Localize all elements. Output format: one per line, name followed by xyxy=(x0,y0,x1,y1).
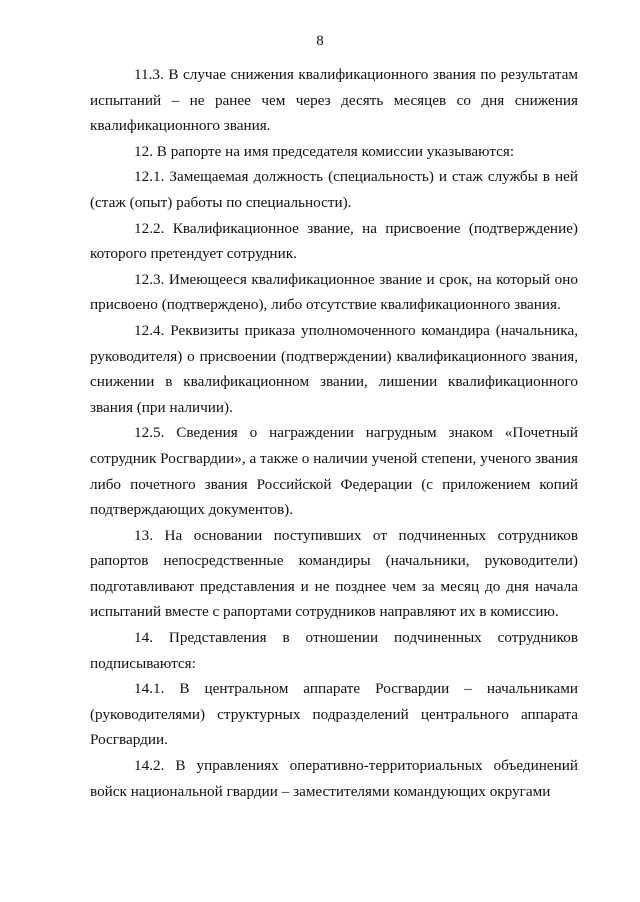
paragraph-14: 14. Представления в отношении подчиненных сотрудников подписываются: xyxy=(90,629,578,672)
paragraph-14-2: 14.2. В управлениях оперативно-территориальных объединений войск национальной гвардии – заместителями командующих округами xyxy=(90,757,578,800)
paragraph-12-5: 12.5. Сведения о награждении нагрудным знаком «Почетный сотрудник Росгвардии», а также о наличии ученой степени, ученого звания либо почетного звания Российской Федерации (с приложением копий подтверждающих документов). xyxy=(90,424,578,519)
paragraph-12-2: 12.2. Квалификационное звание, на присвоение (подтверждение) которого претендует сотрудник. xyxy=(90,219,578,263)
paragraph-11-3: 11.3. В случае снижения квалификационного звания по результатам испытаний – не ранее чем через десять месяцев со дня снижения квалификационного звания. xyxy=(90,66,578,135)
paragraph-14-1: 14.1. В центральном аппарате Росгвардии – начальниками (руководителями) структурных подразделений центрального аппарата Росгвардии. xyxy=(90,680,578,749)
paragraph-12-4: 12.4. Реквизиты приказа уполномоченного командира (начальника, руководителя) о присвоении (подтверждении) квалификационного звания, снижении в квалификационном звании, лишении квалификационного звания (при наличии). xyxy=(90,321,578,416)
paragraph-12-3: 12.3. Имеющееся квалификационное звание и срок, на который оно присвоено (подтверждено), либо отсутствие квалификационного звания. xyxy=(90,270,578,314)
paragraph-12: 12. В рапорте на имя председателя комиссии указываются: xyxy=(134,142,515,160)
document-body xyxy=(90,62,578,804)
page-number: 8 xyxy=(316,33,324,49)
paragraph-13: 13. На основании поступивших от подчиненных сотрудников рапортов непосредственные командиры (начальники, руководители) подготавливают представления и не позднее чем за месяц до дня начала испытаний вместе с рапортами сотрудников направляют их в комиссию. xyxy=(90,526,578,621)
paragraph-12-1: 12.1. Замещаемая должность (специальность) и стаж службы в ней (стаж (опыт) работы по специальности). xyxy=(90,168,578,211)
